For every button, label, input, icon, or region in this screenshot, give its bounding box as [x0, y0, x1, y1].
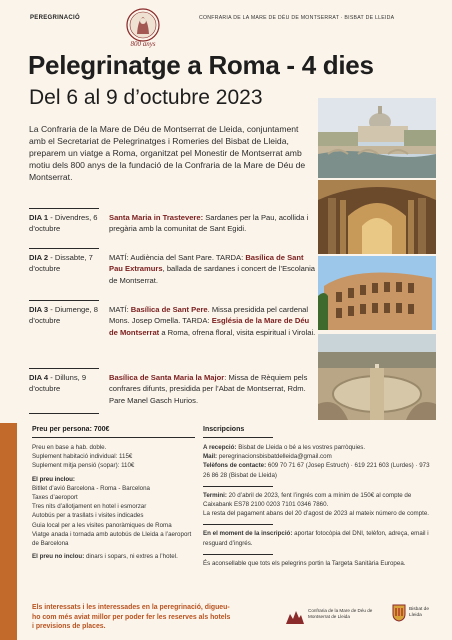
footer-note: Els interessats i les interessades en la peregrinació, digueu-ho com més aviat millor per poder fer les reserves als hotels i previsions de places.: [32, 604, 231, 631]
page-subtitle: Del 6 al 9 d’octubre 2023: [29, 86, 263, 109]
advice-line: És aconsellable que tots els pelegrins portin la Targeta Sanitària Europea.: [203, 559, 406, 567]
day-label: DIA 3 - Diumenge, 8 d’octubre: [29, 305, 98, 326]
divider: [29, 208, 99, 209]
photo-st-peters-river: [318, 98, 436, 178]
day-2: [29, 248, 317, 300]
deadline-extra: La resta del pagament abans del 20 d’agost de 2023 al mateix número de compte.: [203, 510, 429, 518]
intro-paragraph: La Confraria de la Mare de Déu de Montserrat de Lleida, conjuntament amb el Secretariat de Pelegrinatges i Romeries del Bisbat de Lleida, preparem un viatge a Roma, organitzat pel Monestir de Montserrat amb motiu dels 800 anys de la fundació de la Confraria de la Mare de Déu de Montserrat.: [29, 124, 306, 182]
moment-line: En el moment de la inscripció: aportar fotocòpia del DNI, telèfon, adreça, email i resguard d’ingrés.: [203, 530, 429, 547]
divider: [203, 524, 273, 525]
bisbat-logo-text: Bisbat de Lleida: [409, 607, 430, 618]
day-description: MATÍ: Basílica de Sant Pere. Missa presidida pel cardenal Mons. Josep Omella. TARDA: Església de la Mare de Déu de Montserrat a Roma, ofrena floral, visita espiritual i Virolai.: [109, 305, 316, 337]
divider: [203, 437, 273, 438]
organizers-line: CONFRARIA DE LA MARE DE DÉU DE MONTSERRAT · BISBAT DE LLEIDA: [199, 15, 395, 21]
divider: [29, 300, 99, 301]
divider: [29, 413, 99, 414]
bisbat-logo: [392, 604, 442, 630]
signup-details: [203, 443, 437, 568]
includes-item: Tres nits d’allotjament en hotel i esmorzar: [32, 503, 147, 511]
svg-text:800 anys: 800 anys: [130, 40, 156, 48]
divider: [29, 368, 99, 369]
price-line: Suplement habitació individual: 115€: [32, 453, 133, 461]
page-title: Pelegrinatge a Roma - 4 dies: [28, 50, 374, 80]
mountain-logo-icon: [285, 606, 305, 626]
signup-heading: Inscripcions: [203, 426, 245, 433]
day-1: [29, 208, 317, 248]
accent-band: [0, 423, 17, 640]
excludes-line: El preu no inclou: dinars i sopars, ni extres a l’hotel.: [32, 553, 178, 561]
price-details: [32, 443, 197, 561]
confraria-logo: [285, 606, 385, 626]
day-description: Basílica de Santa Maria la Major: Missa de Rèquiem pels confrares difunts, presidida per l’Abat de Montserrat, Rdm. Pare Manel Gasch Hurios.: [109, 373, 308, 405]
shield-icon: [392, 604, 406, 622]
reception-line: A recepció: Bisbat de Lleida o bé a les vostres parròquies.: [203, 444, 366, 451]
confraria-800-anys-logo: [122, 6, 164, 48]
day-label: DIA 2 - Dissabte, 7 d’octubre: [29, 253, 93, 274]
price-line: Preu en base a hab. doble.: [32, 444, 107, 451]
price-section: [32, 426, 192, 433]
day-label: DIA 4 - Dilluns, 9 d’octubre: [29, 373, 87, 394]
mail-line: Mail: peregrinacionsbisbatdelleida@gmail.com: [203, 453, 332, 461]
includes-item: Bitllet d’avió Barcelona - Roma - Barcelona: [32, 484, 150, 492]
price-line: Suplement mitja pensió (sopar): 110€: [32, 462, 135, 470]
price-heading: Preu per persona: 700€: [32, 426, 110, 433]
includes-item: Guia local per a les visites panoràmiques de Roma: [32, 521, 172, 529]
deadline-line: Termini: 20 d’abril de 2023, fent l’ingrés com a mínim de 150€ al compte de Caixabank ES78 2100 0203 7101 0346 7860.: [203, 491, 412, 509]
photo-st-peters-square: [318, 334, 436, 420]
day-3: [29, 300, 317, 368]
day-description: Santa Maria in Trastevere: Sardanes per la Pau, acollida i pregària amb la comunitat de Sant Egidi.: [109, 213, 309, 234]
includes-item: Taxes d’aeroport: [32, 494, 78, 502]
divider: [32, 437, 195, 438]
day-description: MATÍ: Audiència del Sant Pare. TARDA: Basílica de Sant Pau Extramurs, ballada de sardanes i concert de l’Escolania de Montserrat.: [109, 253, 315, 285]
photo-basilica-interior: [318, 180, 436, 254]
includes-heading: El preu inclou:: [32, 475, 75, 483]
category-label: PEREGRINACIÓ: [30, 15, 80, 21]
photo-colosseum: [318, 256, 436, 330]
includes-item: Viatge anada i tornada amb autobús de Lleida a l’aeroport de Barcelona: [32, 530, 192, 548]
day-4: [29, 368, 317, 414]
divider: [29, 248, 99, 249]
confraria-logo-text: Confraria de la Mare de Déu de Montserrat de Lleida: [308, 608, 373, 619]
day-label: DIA 1 - Divendres, 6 d’octubre: [29, 213, 98, 234]
includes-item: Autobús per a trasllats i visites indicades: [32, 512, 144, 520]
phone-line: Telèfons de contacte: 609 70 71 67 (Josep Estruch) · 619 221 603 (Lurdes) · 973 26 86 28 (Bisbat de Lleida): [203, 462, 430, 479]
divider: [203, 486, 273, 487]
divider: [203, 554, 273, 555]
